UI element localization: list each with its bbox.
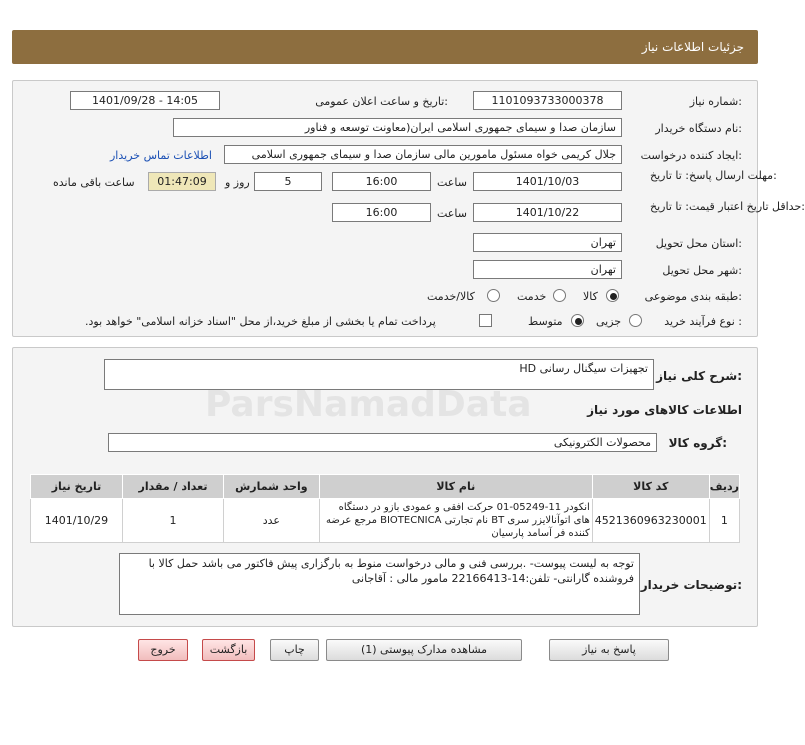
notes-label: توضیحات خریدار: [640, 578, 742, 592]
exit-button[interactable]: خروج [138, 639, 188, 661]
summary-field: تجهیزات سیگنال رسانی HD [104, 359, 654, 390]
goods-table-header [31, 475, 740, 499]
buyer-contact-link[interactable]: اطلاعات تماس خریدار [110, 149, 212, 162]
remaining-time-field: 01:47:09 [148, 172, 216, 191]
province-label: استان محل تحویل: [655, 237, 742, 250]
process-radio-minor[interactable] [629, 314, 642, 327]
col-row: ردیف [709, 475, 739, 499]
validity-label: حداقل تاریخ اعتبار قیمت: تا تاریخ: [650, 200, 805, 213]
need-number-label: شماره نیاز: [689, 95, 742, 108]
col-name: نام کالا [319, 475, 592, 499]
category-radio-goods[interactable] [606, 289, 619, 302]
days-label: روز و [225, 176, 250, 189]
view-attachments-button[interactable]: مشاهده مدارک پیوستی (1) [326, 639, 522, 661]
process-label: نوع فرآیند خرید : [664, 315, 742, 328]
cell-date: 1401/10/29 [31, 499, 123, 543]
category-option-goods: کالا [583, 290, 598, 303]
back-button[interactable]: بازگشت [202, 639, 255, 661]
send-date-field: 1401/10/03 [473, 172, 622, 191]
goods-table [30, 474, 740, 543]
creator-label: ایجاد کننده درخواست: [640, 149, 742, 162]
table-row [31, 499, 740, 543]
city-field: تهران [473, 260, 622, 279]
process-radio-medium[interactable] [571, 314, 584, 327]
validity-time-field: 16:00 [332, 203, 431, 222]
treasury-payment-note: پرداخت تمام یا بخشی از مبلغ خرید،از محل "اسناد خزانه اسلامی" خواهد بود. [85, 315, 436, 328]
col-code: کد کالا [592, 475, 709, 499]
cell-row: 1 [709, 499, 739, 543]
process-option-medium: متوسط [528, 315, 563, 328]
cell-code: 4521360963230001 [592, 499, 709, 543]
buyer-org-label: نام دستگاه خریدار: [655, 122, 742, 135]
category-option-service: خدمت [517, 290, 547, 303]
summary-label: شرح کلی نیاز: [656, 369, 742, 383]
reply-button[interactable]: پاسخ به نیاز [549, 639, 669, 661]
page-title: جزئیات اطلاعات نیاز [641, 40, 744, 54]
remaining-label: ساعت باقی مانده [53, 176, 135, 189]
province-field: تهران [473, 233, 622, 252]
print-button[interactable]: چاپ [270, 639, 319, 661]
validity-date-field: 1401/10/22 [473, 203, 622, 222]
goods-group-label: گروه کالا: [668, 436, 727, 450]
category-radio-goods-service[interactable] [487, 289, 500, 302]
col-unit: واحد شمارش [223, 475, 319, 499]
category-radio-service[interactable] [553, 289, 566, 302]
announce-field: 1401/09/28 - 14:05 [70, 91, 220, 110]
announce-label: تاریخ و ساعت اعلان عمومی: [315, 95, 448, 108]
process-option-minor: جزیی [596, 315, 622, 328]
goods-info-title: اطلاعات کالاهای مورد نیاز [587, 403, 742, 417]
col-qty: تعداد / مقدار [122, 475, 223, 499]
validity-time-label: ساعت [437, 207, 467, 220]
col-date: تاریخ نیاز [31, 475, 123, 499]
city-label: شهر محل تحویل: [662, 264, 742, 277]
need-number-field: 1101093733000378 [473, 91, 622, 110]
creator-field: جلال کریمی خواه مسئول مامورین مالی سازمان صدا و سیمای جمهوری اسلامی [224, 145, 622, 164]
send-time-label: ساعت [437, 176, 467, 189]
cell-name: انکودر 11-05249-01 حرکت افقی و عمودی بازو در دستگاه های اتوآنالایزر سری BT نام تجارتی BIOTECNICA مرجع عرضه کننده فر آسامد پارسیان [319, 499, 592, 543]
category-option-goods-service: کالا/خدمت [427, 290, 475, 303]
notes-field: توجه به لیست پیوست- .بررسی فنی و مالی درخواست منوط به بارگزاری پیش فاکتور می باشد حمل کالا با فروشنده گارانتی- تلفن:14-22166413 مامور مالی : آقاجانی [119, 553, 640, 615]
buyer-org-field: سازمان صدا و سیمای جمهوری اسلامی ایران(معاونت توسعه و فناور [173, 118, 622, 137]
goods-group-field: محصولات الکترونیکی [108, 433, 657, 452]
page-header [12, 30, 758, 64]
send-time-field: 16:00 [332, 172, 431, 191]
days-field: 5 [254, 172, 322, 191]
send-deadline-label: مهلت ارسال پاسخ: تا تاریخ: [650, 169, 777, 182]
cell-unit: عدد [223, 499, 319, 543]
treasury-payment-checkbox[interactable] [479, 314, 492, 327]
category-label: طبقه بندی موضوعی: [644, 290, 742, 303]
cell-qty: 1 [122, 499, 223, 543]
